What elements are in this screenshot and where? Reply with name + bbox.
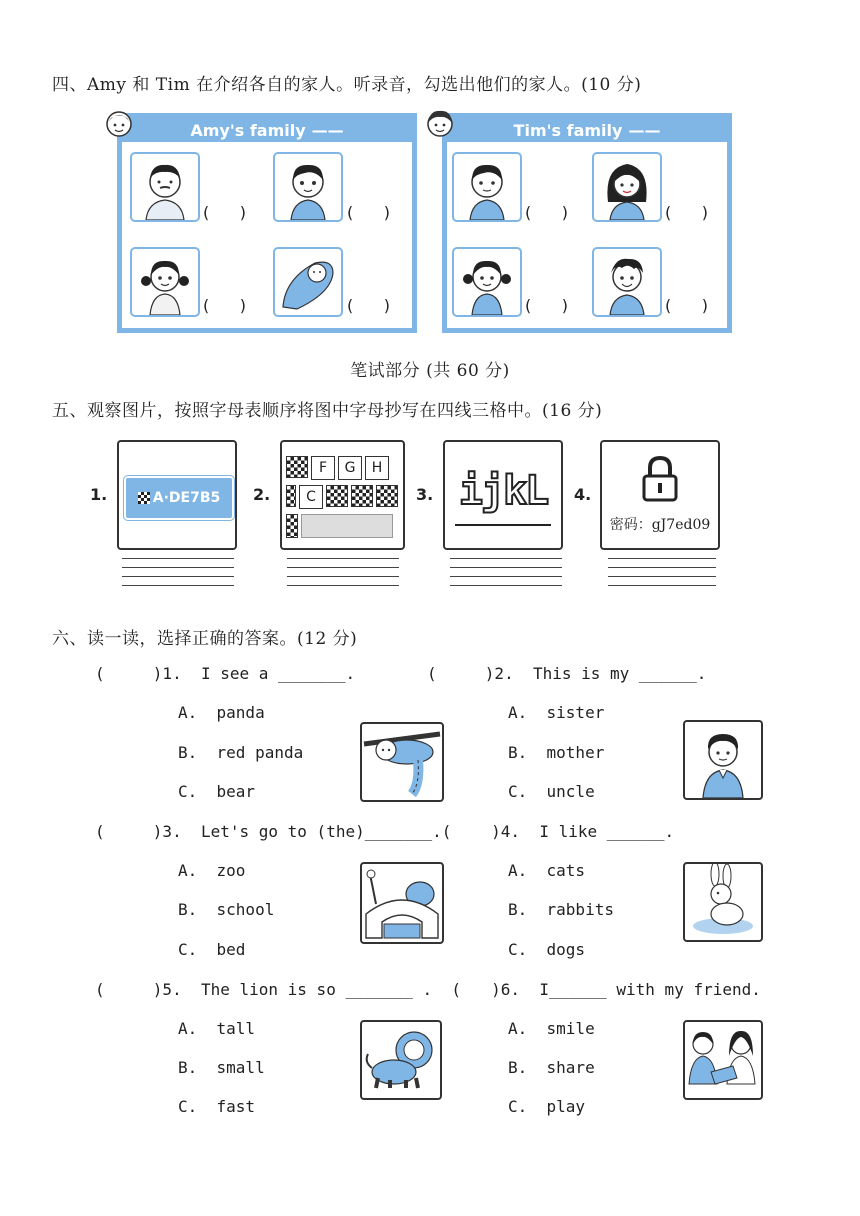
girl-face-icon	[132, 249, 198, 315]
question-5-stem[interactable]: ( )5. The lion is so _______ . (	[95, 980, 462, 999]
lion-picture	[360, 1020, 442, 1100]
amy-answer-1[interactable]: ( )	[203, 203, 246, 222]
q4-option-a[interactable]: A. cats	[508, 861, 586, 880]
question-6-stem[interactable]: )6. I______ with my friend.	[443, 980, 761, 999]
q6-option-a[interactable]: A. smile	[508, 1019, 595, 1038]
tim-answer-2[interactable]: ( )	[665, 203, 708, 222]
q1-option-a[interactable]: A. panda	[178, 703, 265, 722]
written-part-title: 笔试部分 (共 60 分)	[350, 361, 510, 381]
section5-heading: 五、观察图片，按照字母表顺序将图中字母抄写在四线三格中。(16 分)	[52, 401, 603, 421]
checker-key	[286, 456, 308, 478]
key-c: C	[299, 485, 323, 509]
tim-answer-3[interactable]: ( )	[525, 296, 568, 315]
checker-key	[326, 485, 348, 507]
q3-option-a[interactable]: A. zoo	[178, 861, 246, 880]
item1-number: 1.	[90, 485, 108, 504]
item4-writing-lines[interactable]	[608, 558, 716, 594]
plate-text: A·DE7B5	[152, 490, 221, 506]
checker-key	[351, 485, 373, 507]
q6-option-c[interactable]: C. play	[508, 1097, 586, 1116]
lock-icon	[640, 454, 680, 502]
rabbit-icon	[685, 864, 761, 940]
q4-option-c[interactable]: C. dogs	[508, 940, 586, 959]
lion-icon	[362, 1022, 440, 1098]
amy-answer-3[interactable]: ( )	[203, 296, 246, 315]
lock-card	[600, 440, 720, 550]
boy-face-icon	[454, 154, 520, 220]
q5-option-a[interactable]: A. tall	[178, 1019, 256, 1038]
q3-option-c[interactable]: C. bed	[178, 940, 246, 959]
license-plate	[124, 476, 234, 520]
q4-option-b[interactable]: B. rabbits	[508, 900, 614, 919]
baby-icon	[275, 249, 341, 315]
woman-face-icon	[594, 154, 660, 220]
girl-face-icon	[454, 249, 520, 315]
tim-mother-picture	[592, 152, 662, 222]
tim-answer-4[interactable]: ( )	[665, 296, 708, 315]
letters-ijkl: ijkL	[458, 468, 548, 514]
man-picture	[683, 720, 763, 800]
tim-avatar-icon	[425, 108, 455, 144]
question-3-stem[interactable]: ( )3. Let's go to (the)_______.(	[95, 822, 452, 841]
section6-heading: 六、读一读，选择正确的答案。(12 分)	[52, 629, 358, 649]
item4-number: 4.	[574, 485, 592, 504]
question-2-stem[interactable]: ( )2. This is my ______.	[427, 664, 707, 683]
amy-father-picture	[130, 152, 200, 222]
keyboard-row-bottom	[286, 485, 398, 509]
key-f: F	[311, 456, 335, 480]
item2-writing-lines[interactable]	[287, 558, 399, 594]
rabbit-picture	[683, 862, 763, 942]
key-g: G	[338, 456, 362, 480]
item3-number: 3.	[416, 485, 434, 504]
q1-option-b[interactable]: B. red panda	[178, 743, 304, 762]
checker-key	[286, 485, 296, 507]
key-h: H	[365, 456, 389, 480]
q2-option-a[interactable]: A. sister	[508, 703, 605, 722]
amy-girl-picture	[130, 247, 200, 317]
checker-icon	[138, 492, 150, 504]
q5-option-c[interactable]: C. fast	[178, 1097, 256, 1116]
password-text: 密码：gJ7ed09	[609, 517, 711, 533]
zoo-gate-icon	[362, 864, 442, 942]
two-girls-icon	[685, 1022, 761, 1098]
tim-brother-picture	[592, 247, 662, 317]
checker-key	[286, 514, 298, 538]
amy-answer-2[interactable]: ( )	[347, 203, 390, 222]
father-face-icon	[132, 154, 198, 220]
amy-family-title-bar: Amy's family ——	[122, 118, 412, 142]
section4-heading: 四、Amy 和 Tim 在介绍各自的家人。听录音，勾选出他们的家人。(10 分)	[52, 75, 642, 95]
q3-option-b[interactable]: B. school	[178, 900, 275, 919]
amy-family-title: Amy's family	[190, 120, 306, 140]
red-panda-icon	[362, 724, 442, 800]
tim-girl-picture	[452, 247, 522, 317]
item1-writing-lines[interactable]	[122, 558, 234, 594]
tim-family-title: Tim's family	[513, 120, 623, 140]
keyboard-card	[280, 440, 405, 550]
amy-answer-4[interactable]: ( )	[347, 296, 390, 315]
letters-card	[443, 440, 563, 550]
underline	[455, 524, 551, 526]
zoo-picture	[360, 862, 444, 944]
q2-option-b[interactable]: B. mother	[508, 743, 605, 762]
q2-option-c[interactable]: C. uncle	[508, 782, 595, 801]
checker-key	[376, 485, 398, 507]
friends-sharing-picture	[683, 1020, 763, 1100]
keyboard-row-top	[286, 456, 389, 480]
keyboard-row-third	[286, 514, 393, 538]
tim-answer-1[interactable]: ( )	[525, 203, 568, 222]
red-panda-picture	[360, 722, 444, 802]
space-key	[301, 514, 393, 538]
boy-face-icon	[594, 249, 660, 315]
boy-face-icon	[275, 154, 341, 220]
amy-brother-picture	[273, 152, 343, 222]
question-1-stem[interactable]: ( )1. I see a _______.	[95, 664, 356, 683]
q6-option-b[interactable]: B. share	[508, 1058, 595, 1077]
question-4-stem[interactable]: )4. I like ______.	[443, 822, 675, 841]
item3-writing-lines[interactable]	[450, 558, 562, 594]
q5-option-b[interactable]: B. small	[178, 1058, 265, 1077]
tim-boy-picture	[452, 152, 522, 222]
license-plate-card	[117, 440, 237, 550]
q1-option-c[interactable]: C. bear	[178, 782, 256, 801]
man-icon	[685, 722, 761, 798]
item2-number: 2.	[253, 485, 271, 504]
amy-baby-picture	[273, 247, 343, 317]
tim-family-title-bar: Tim's family ——	[447, 118, 727, 142]
amy-avatar-icon	[105, 108, 133, 144]
